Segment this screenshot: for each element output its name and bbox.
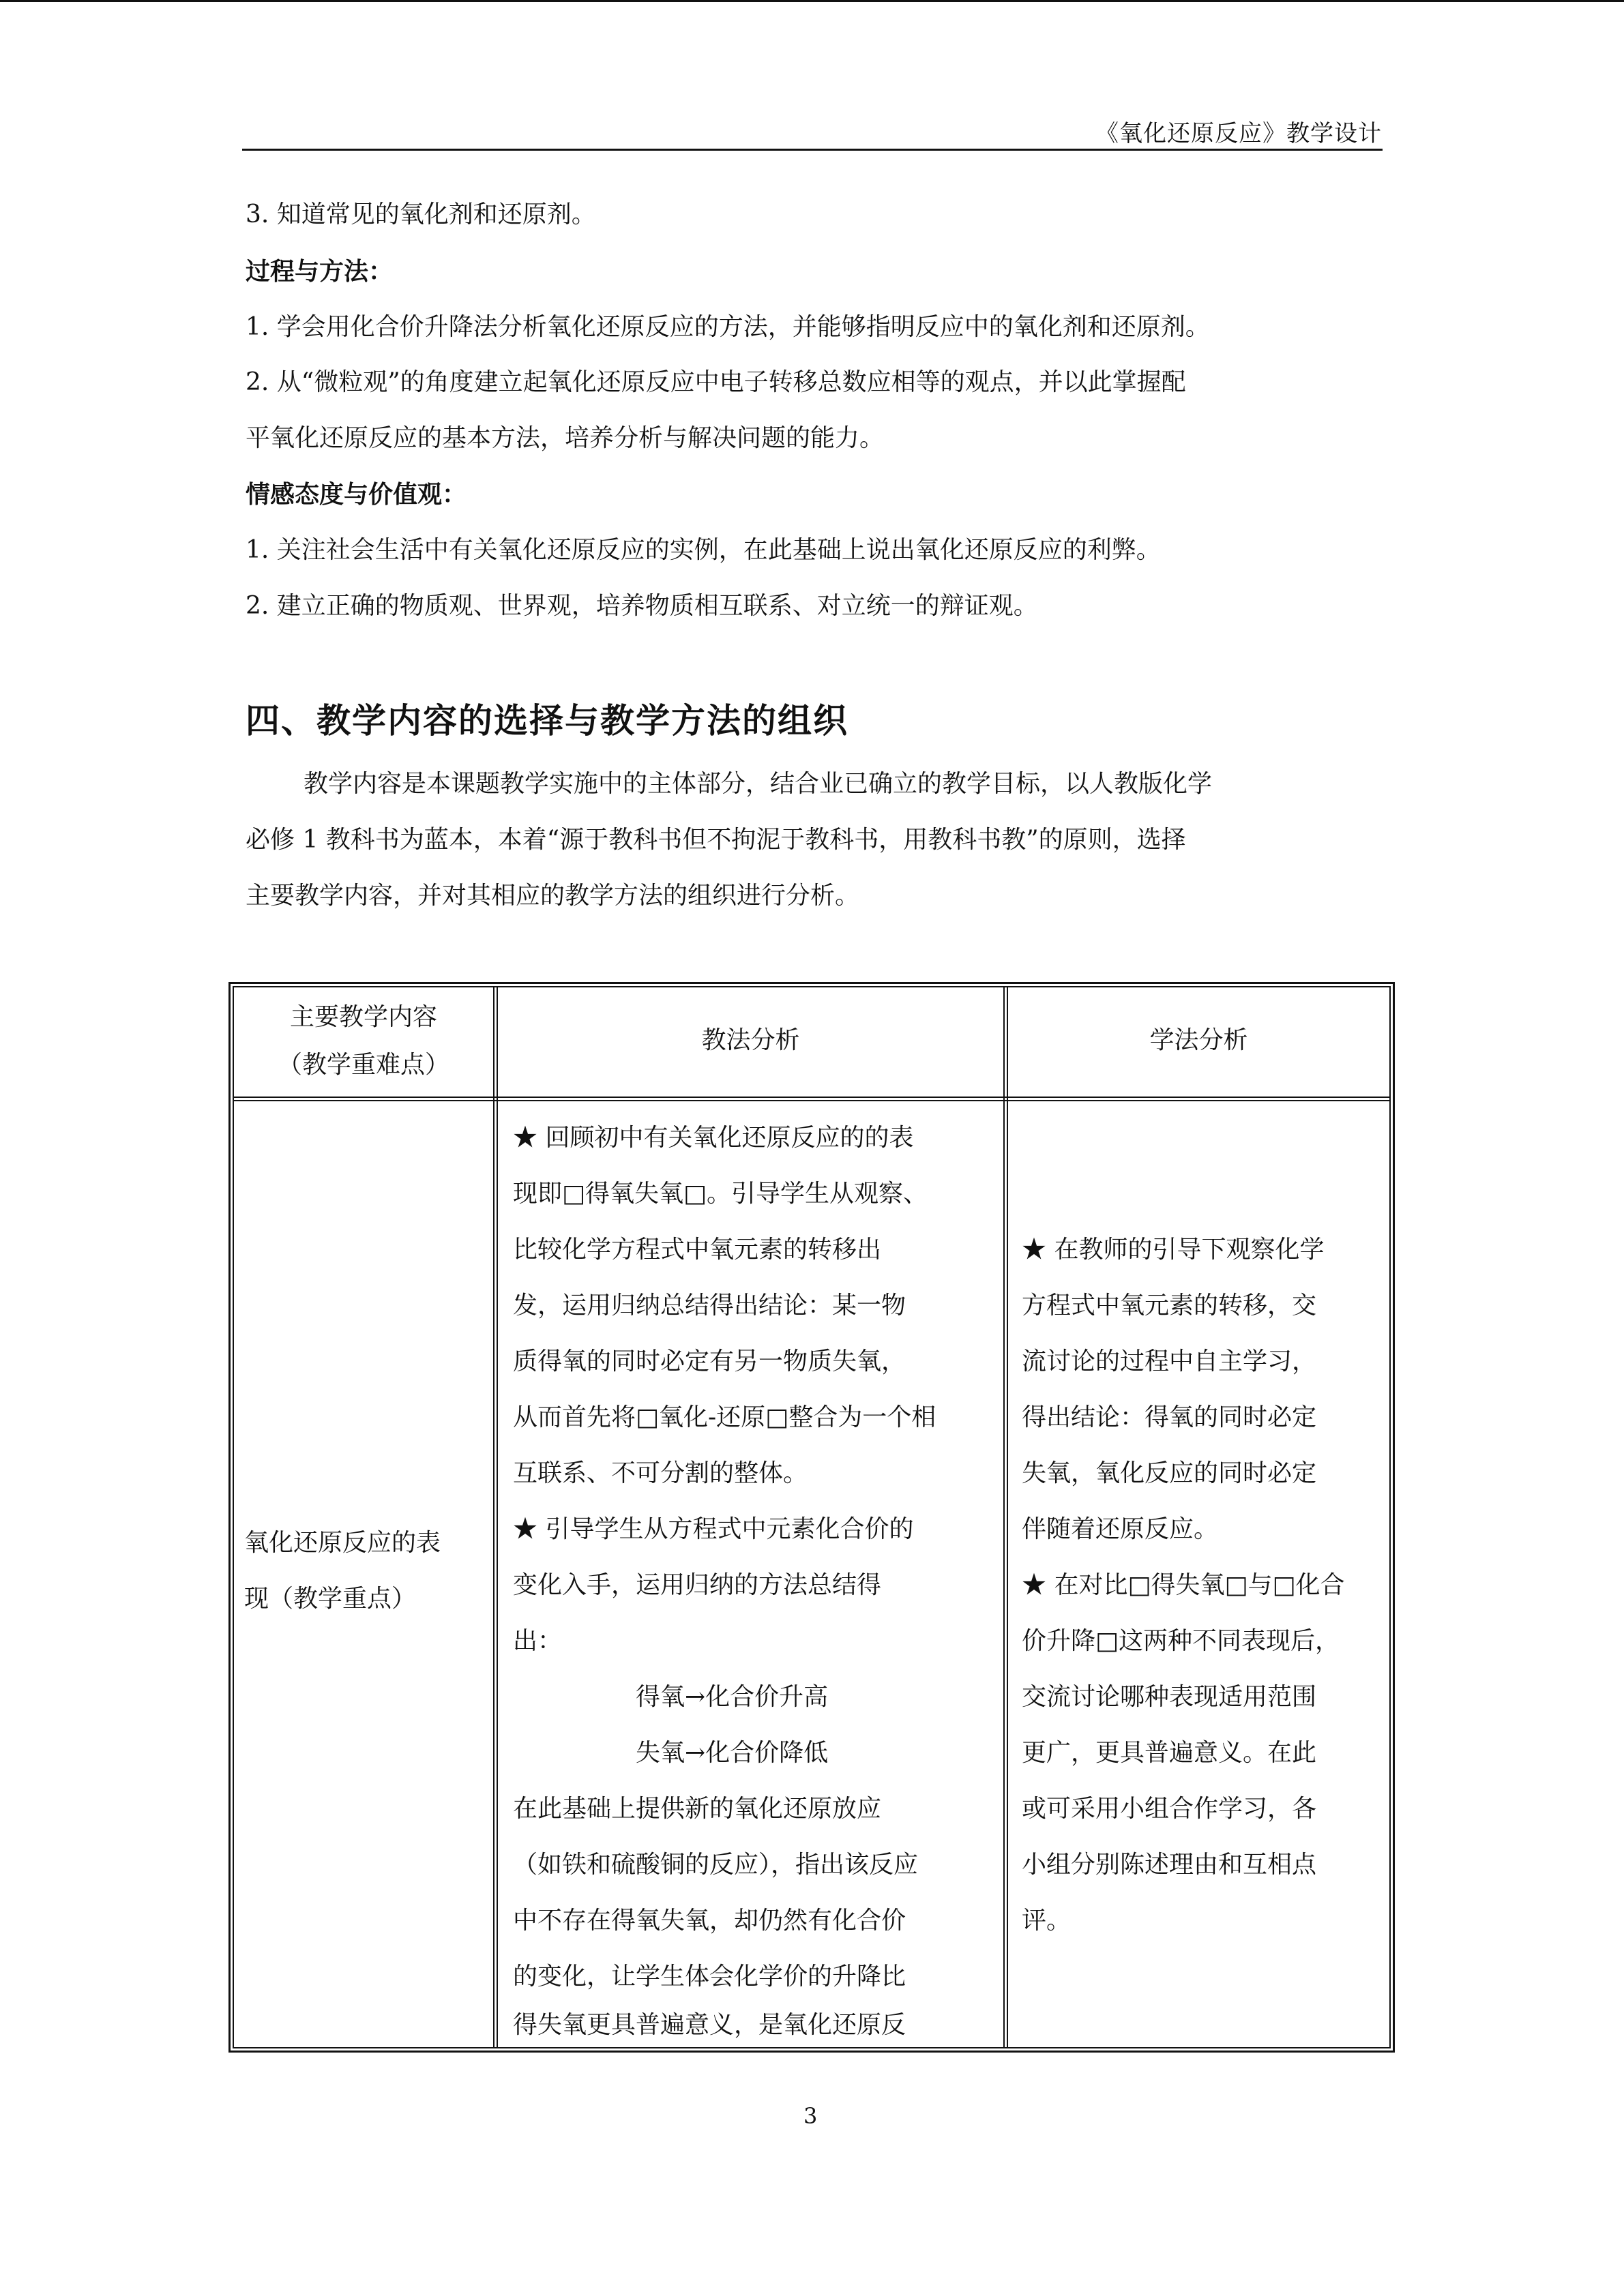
teaching-cell-line: 发，运用归纳总结得出结论：某一物 (513, 1292, 906, 1320)
header-teaching-analysis: 教法分析 (701, 1026, 800, 1054)
header-row-divider-a (233, 1097, 1391, 1098)
page-number: 3 (803, 2103, 818, 2129)
teaching-cell-rule-lose-oxygen: 失氧→化合价降低 (636, 1739, 829, 1767)
content-cell-line: 氧化还原反应的表 (244, 1529, 441, 1557)
process-item-2-line2: 平氧化还原反应的基本方法，培养分析与解决问题的能力。 (246, 424, 885, 452)
table-border-bottom-inner (233, 2047, 1391, 2048)
column-divider-2b (1007, 986, 1008, 2048)
header-content-line2: （教学重难点） (277, 1051, 449, 1079)
learning-cell-line: 得出结论：得氧的同时必定 (1022, 1403, 1317, 1431)
column-divider-2a (1003, 986, 1005, 2048)
objective-line: 3. 知道常见的氧化剂和还原剂。 (246, 200, 596, 228)
teaching-analysis-table (228, 982, 1395, 2053)
learning-cell-line: 评。 (1022, 1907, 1072, 1935)
header-learning-analysis: 学法分析 (1149, 1026, 1248, 1054)
learning-cell-line: 失氧，氧化反应的同时必定 (1022, 1459, 1317, 1487)
learning-cell-line: 流讨论的过程中自主学习， (1022, 1347, 1317, 1375)
table-border-top-outer (228, 982, 1395, 984)
teaching-cell-line: 从而首先将□氧化-还原□整合为一个相 (513, 1403, 936, 1431)
column-divider-1a (493, 986, 494, 2048)
table-border-top-inner (233, 986, 1391, 987)
learning-cell-line: 价升降□这两种不同表现后， (1022, 1627, 1340, 1655)
process-method-title: 过程与方法： (246, 257, 394, 286)
process-item-1: 1. 学会用化合价升降法分析氧化还原反应的方法，并能够指明反应中的氧化剂和还原剂。 (246, 313, 1210, 341)
process-item-2-line1: 2. 从“微粒观”的角度建立起氧化还原反应中电子转移总数应相等的观点，并以此掌握配 (246, 368, 1186, 396)
teaching-cell-line: 比较化学方程式中氧元素的转移出 (513, 1236, 882, 1264)
teaching-cell-line: 的变化，让学生体会化学价的升降比 (513, 1963, 906, 1991)
learning-cell-line: ★ 在对比□得失氧□与□化合 (1022, 1571, 1345, 1599)
learning-cell-line: 方程式中氧元素的转移，交 (1022, 1292, 1317, 1320)
teaching-cell-line: ★ 回顾初中有关氧化还原反应的的表 (513, 1124, 914, 1152)
teaching-cell-line: 中不存在得氧失氧，却仍然有化合价 (513, 1907, 906, 1935)
teaching-cell-line: 现即□得氧失氧□。引导学生从观察、 (513, 1180, 928, 1208)
section-heading: 四、教学内容的选择与教学方法的组织 (246, 700, 848, 741)
teaching-cell-line: 出： (513, 1627, 563, 1655)
teaching-cell-line: ★ 引导学生从方程式中元素化合价的 (513, 1515, 914, 1543)
table-border-right-inner (1389, 986, 1391, 2048)
running-header: 《氧化还原反应》教学设计 (1095, 120, 1382, 147)
teaching-cell-line: 质得氧的同时必定有另一物质失氧， (513, 1347, 906, 1375)
header-content-line1: 主要教学内容 (289, 1003, 437, 1031)
header-rule (242, 149, 1383, 151)
emotion-item-2: 2. 建立正确的物质观、世界观，培养物质相互联系、对立统一的辩证观。 (246, 592, 1038, 620)
learning-cell-line: ★ 在教师的引导下观察化学 (1022, 1236, 1325, 1264)
table-border-bottom-outer (228, 2051, 1395, 2053)
top-border-line (0, 0, 1624, 2)
learning-cell-line: 小组分别陈述理由和互相点 (1022, 1851, 1317, 1879)
table-border-left-outer (228, 982, 231, 2053)
learning-cell-line: 或可采用小组合作学习，各 (1022, 1795, 1317, 1823)
teaching-cell-rule-gain-oxygen: 得氧→化合价升高 (636, 1683, 829, 1711)
learning-cell-line: 交流讨论哪种表现适用范围 (1022, 1683, 1317, 1711)
teaching-cell-line: 互联系、不可分割的整体。 (513, 1459, 808, 1487)
teaching-cell-line: 在此基础上提供新的氧化还原放应 (513, 1795, 882, 1823)
learning-cell-line: 更广，更具普遍意义。在此 (1022, 1739, 1317, 1767)
column-divider-1b (497, 986, 498, 2048)
teaching-cell-line: （如铁和硫酸铜的反应），指出该反应 (513, 1851, 919, 1879)
header-row-divider-b (233, 1100, 1391, 1101)
emotion-values-title: 情感态度与价值观： (246, 480, 467, 509)
emotion-item-1: 1. 关注社会生活中有关氧化还原反应的实例，在此基础上说出氧化还原反应的利弊。 (246, 536, 1161, 564)
teaching-cell-line: 变化入手，运用归纳的方法总结得 (513, 1571, 882, 1599)
intro-paragraph-line2: 必修 1 教科书为蓝本，本着“源于教科书但不拘泥于教科书，用教科书教”的原则，选择 (246, 826, 1186, 854)
intro-paragraph-line3: 主要教学内容，并对其相应的教学方法的组织进行分析。 (246, 882, 860, 910)
content-cell-line: 现（教学重点） (244, 1585, 417, 1613)
intro-paragraph-line1: 教学内容是本课题教学实施中的主体部分，结合业已确立的教学目标，以人教版化学 (304, 770, 1213, 798)
teaching-cell-line: 得失氧更具普遍意义，是氧化还原反 (513, 2011, 906, 2039)
learning-cell-line: 伴随着还原反应。 (1022, 1515, 1219, 1543)
table-border-left-inner (233, 986, 234, 2048)
table-border-right-outer (1393, 982, 1395, 2053)
